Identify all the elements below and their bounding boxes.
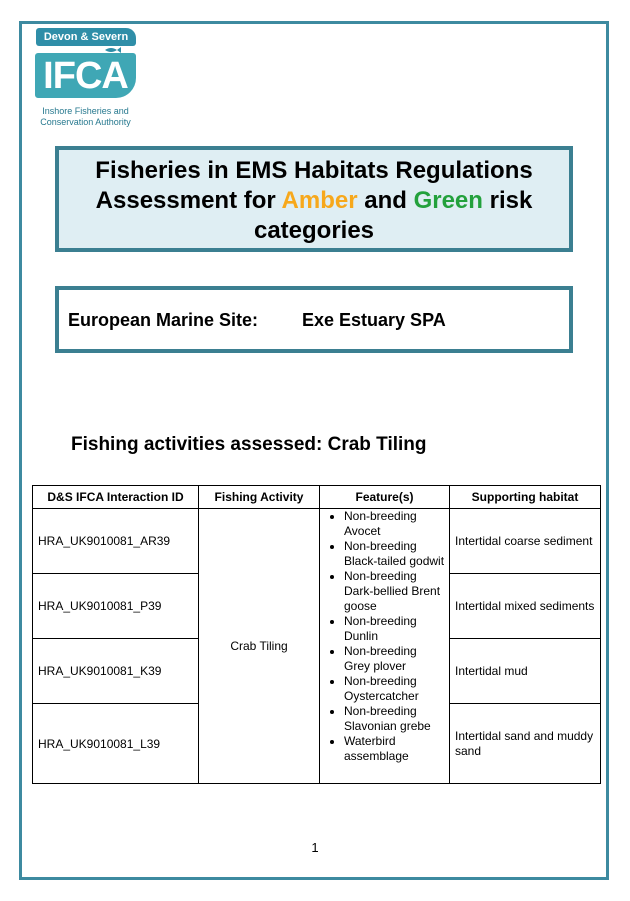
title-line1: Fisheries in EMS Habitats Regulations <box>95 157 533 184</box>
title-line2 <box>59 186 569 216</box>
interaction-id-cell: HRA_UK9010081_L39 <box>33 704 199 784</box>
site-value: Exe Estuary SPA <box>302 310 446 330</box>
feature-item: • Non-breeding Black-tailed godwit <box>344 539 445 569</box>
logo-subtitle <box>33 106 138 128</box>
header-features: Feature(s) <box>320 486 450 509</box>
header-interaction-id: D&S IFCA Interaction ID <box>33 486 199 509</box>
interaction-table <box>32 485 601 784</box>
logo-mark <box>35 53 136 98</box>
logo-mark-text: IFCA <box>43 55 128 97</box>
fishing-activity-cell: Crab Tiling <box>199 509 320 784</box>
feature-item: • Waterbird assemblage <box>344 734 445 764</box>
title-line3: categories <box>253 217 375 244</box>
features-cell <box>320 509 450 784</box>
interaction-id-cell: HRA_UK9010081_P39 <box>33 574 199 639</box>
table-header-row <box>33 486 601 509</box>
habitat-cell: Intertidal coarse sediment <box>450 509 601 574</box>
table-row <box>33 509 601 574</box>
site-box <box>55 286 573 353</box>
ifca-logo <box>33 28 138 130</box>
feature-item: • Non-breeding Oystercatcher <box>344 674 445 704</box>
interaction-id-cell: HRA_UK9010081_AR39 <box>33 509 199 574</box>
page-number: 1 <box>311 840 319 855</box>
amber-word: Amber <box>281 187 358 214</box>
logo-tag: Devon & Severn <box>36 28 136 46</box>
habitat-cell: Intertidal sand and muddy sand <box>450 704 601 784</box>
feature-item: • Non-breeding Grey plover <box>344 644 445 674</box>
logo-subtitle-line2: Conservation Authority <box>40 117 131 127</box>
green-word: Green <box>413 187 483 214</box>
habitat-cell: Intertidal mud <box>450 639 601 704</box>
features-list <box>324 509 445 764</box>
site-label: European Marine Site: <box>68 310 259 330</box>
title-line2-prefix: Assessment for <box>95 187 282 214</box>
header-supporting-habitat: Supporting habitat <box>450 486 601 509</box>
document-title <box>55 146 573 252</box>
logo-subtitle-line1: Inshore Fisheries and <box>42 106 129 116</box>
title-and-word: and <box>357 187 414 214</box>
feature-item: • Non-breeding Slavonian grebe <box>344 704 445 734</box>
title-line2-suffix: risk <box>482 187 533 214</box>
feature-item: • Non-breeding Avocet <box>344 509 445 539</box>
feature-item: • Non-breeding Dunlin <box>344 614 445 644</box>
feature-item: • Non-breeding Dark-bellied Brent goose <box>344 569 445 614</box>
habitat-cell: Intertidal mixed sediments <box>450 574 601 639</box>
activities-heading: Fishing activities assessed: Crab Tiling <box>71 434 427 455</box>
header-fishing-activity: Fishing Activity <box>199 486 320 509</box>
interaction-id-cell: HRA_UK9010081_K39 <box>33 639 199 704</box>
